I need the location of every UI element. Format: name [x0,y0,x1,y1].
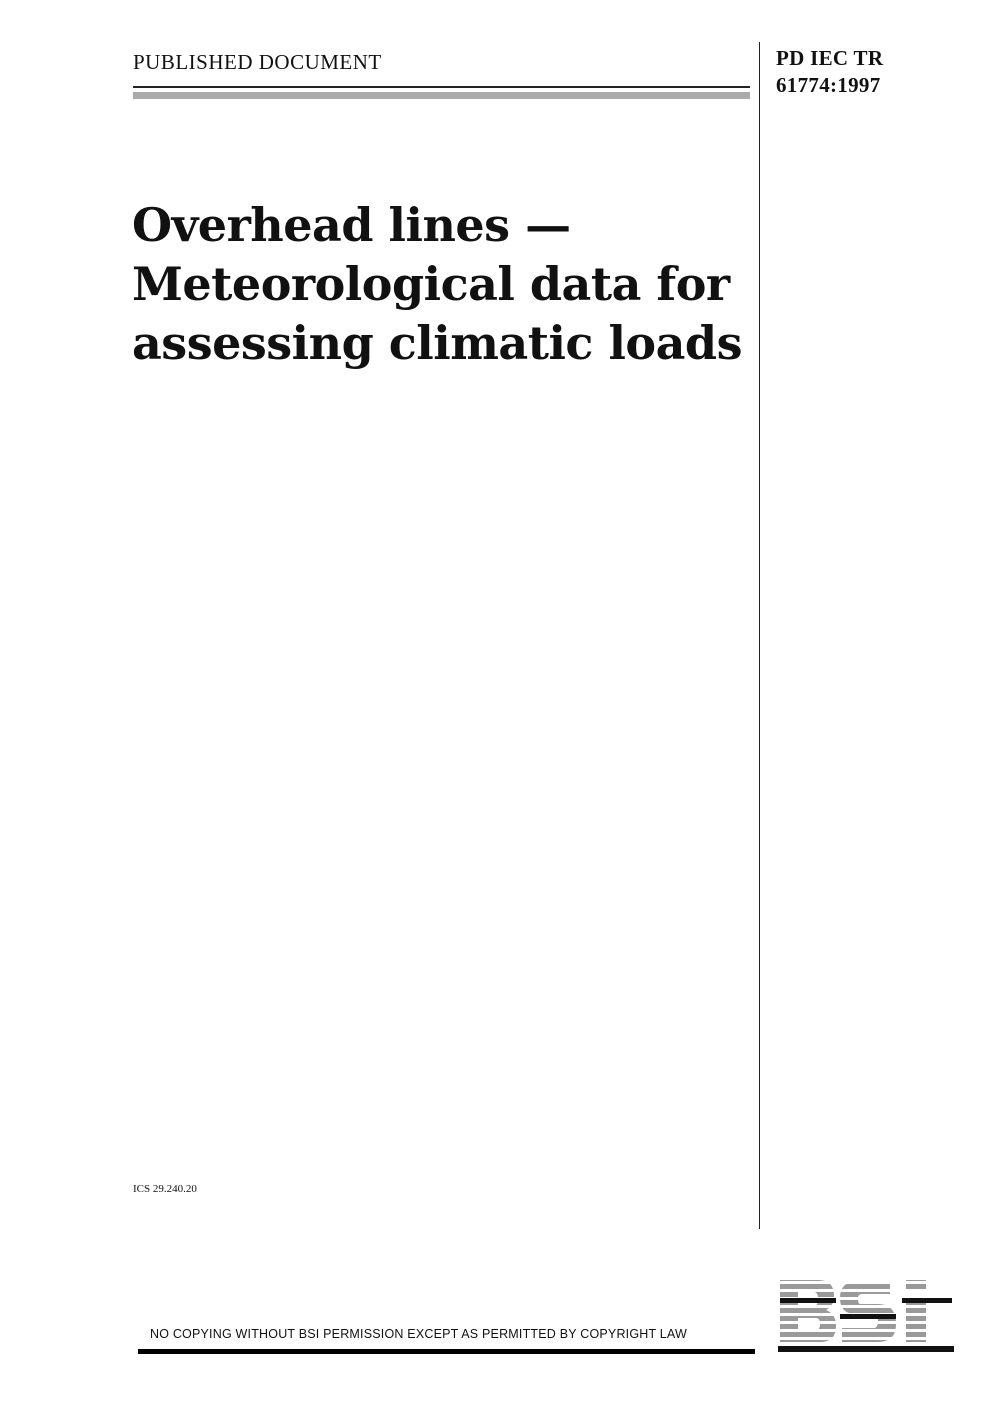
header-rule-thin [133,86,750,88]
title-line-2: Meteorological data for [132,257,730,311]
document-title [132,196,757,373]
document-code-line-1: PD IEC TR [776,46,884,70]
ics-code: ICS 29.240.20 [133,1183,197,1195]
bsi-logo-icon [778,1276,954,1354]
footer-rule [138,1349,755,1354]
header-rule-thick [133,92,750,99]
document-code-line-2: 61774:1997 [776,73,881,97]
title-line-3: assessing climatic loads [132,316,742,370]
title-line-1: Overhead lines — [132,198,571,252]
copyright-notice: NO COPYING WITHOUT BSI PERMISSION EXCEPT AS PERMITTED BY COPYRIGHT LAW [150,1327,688,1341]
document-type-label: PUBLISHED DOCUMENT [133,50,382,74]
column-divider [759,42,760,1229]
